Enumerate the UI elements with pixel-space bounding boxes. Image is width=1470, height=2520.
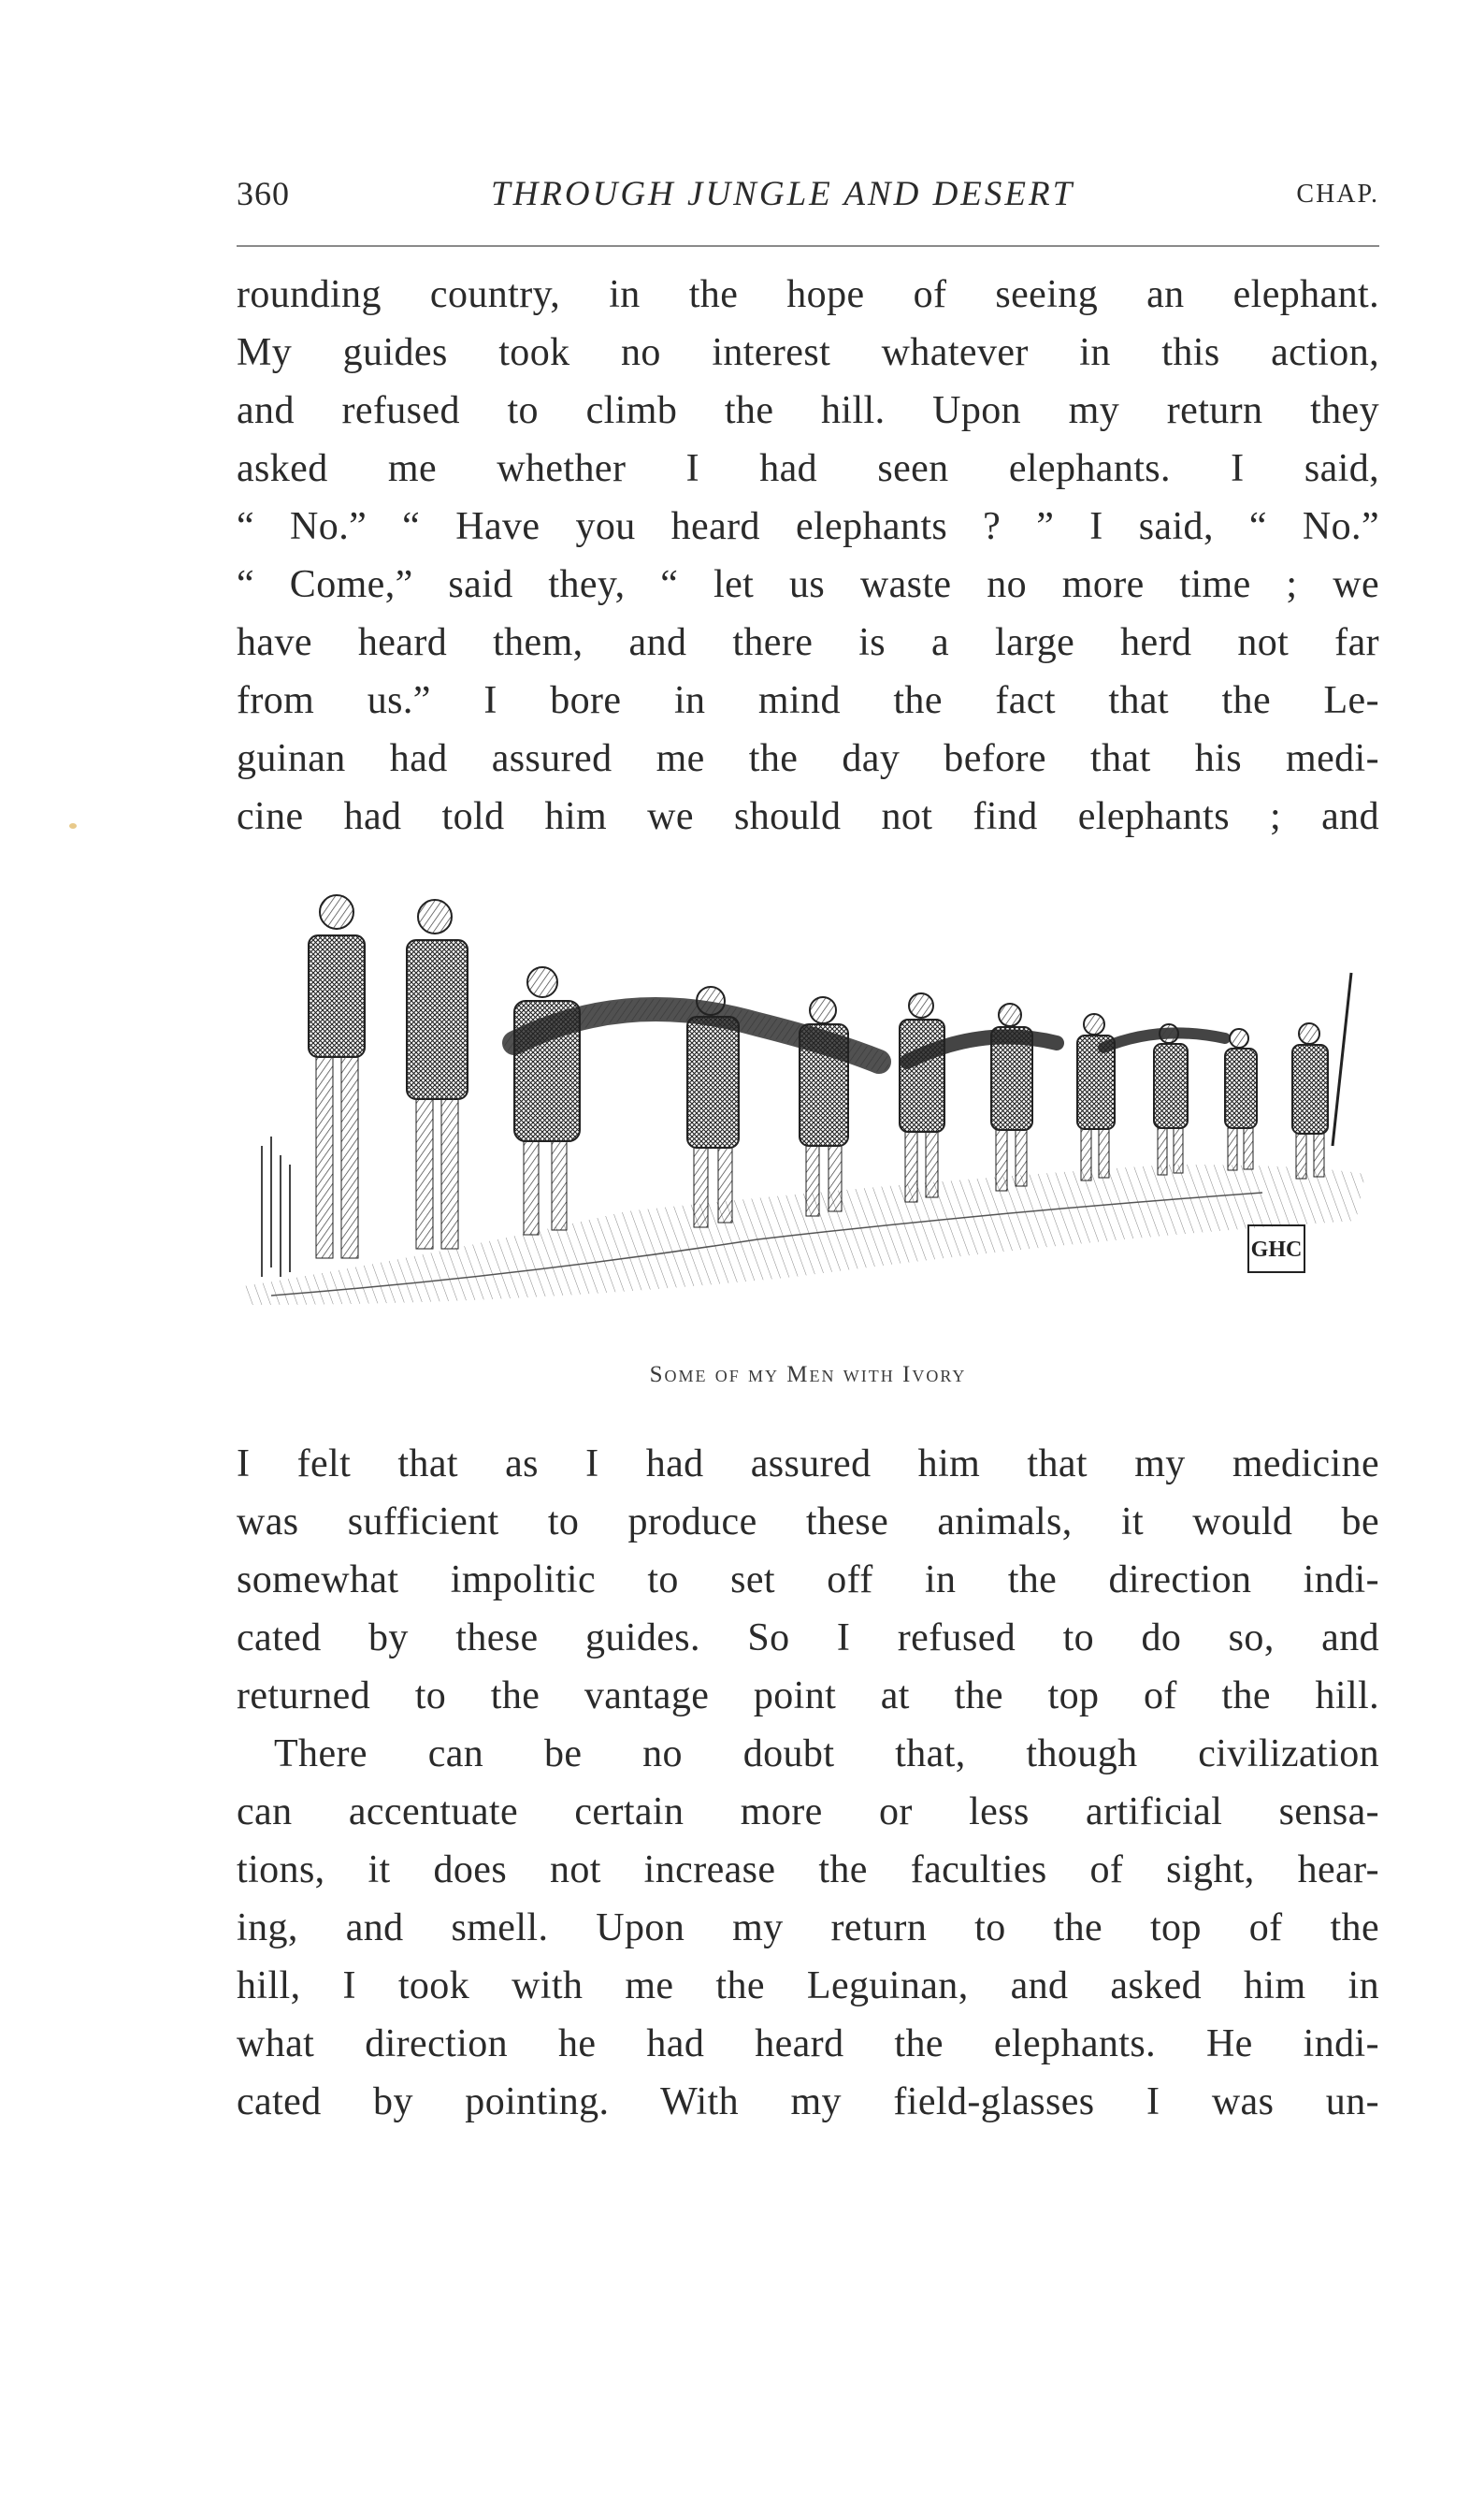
- illustration-caption: [237, 1362, 1379, 1388]
- text-line: cine had told him we should not find elephants ; and: [237, 795, 1379, 838]
- text-line: rounding country, in the hope of seeing an elephant.: [237, 273, 1379, 316]
- artist-monogram: [1248, 1225, 1304, 1272]
- text-line: “ Come,” said they, “ let us waste no more time ; we: [237, 563, 1379, 606]
- text-line: returned to the vantage point at the top of the hill.: [237, 1674, 1379, 1717]
- text-line: hill, I took with me the Leguinan, and asked him in: [237, 1964, 1379, 2007]
- text-line: have heard them, and there is a large herd not far: [237, 621, 1379, 664]
- body-text-top: [237, 266, 1379, 846]
- text-line: tions, it does not increase the faculties of sight, hear-: [237, 1848, 1379, 1891]
- text-line: was sufficient to produce these animals, it would be: [237, 1500, 1379, 1543]
- text-line: somewhat impolitic to set off in the direction indi-: [237, 1558, 1379, 1601]
- text-line: ing, and smell. Upon my return to the top of the: [237, 1906, 1379, 1949]
- running-header: [237, 174, 1379, 221]
- text-line: I felt that as I had assured him that my medicine: [237, 1442, 1379, 1485]
- svg-text:GHC: GHC: [1250, 1238, 1303, 1262]
- header-rule: [237, 245, 1379, 247]
- text-line: and refused to climb the hill. Upon my return they: [237, 389, 1379, 432]
- caption-text: Some of my Men with Ivory: [649, 1362, 967, 1387]
- paper-speck: [69, 823, 77, 829]
- text-line: what direction he had heard the elephants. He indi-: [237, 2022, 1379, 2065]
- text-line: guinan had assured me the day before that his medi-: [237, 737, 1379, 780]
- text-line: from us.” I bore in mind the fact that the Le-: [237, 679, 1379, 722]
- engraving-men-with-ivory: [234, 884, 1384, 1324]
- text-line: cated by these guides. So I refused to do so, and: [237, 1616, 1379, 1659]
- text-line: asked me whether I had seen elephants. I said,: [237, 447, 1379, 490]
- text-line: “ No.” “ Have you heard elephants ? ” I said, “ No.”: [237, 505, 1379, 548]
- page-number: 360: [237, 175, 290, 212]
- body-text-bottom: [237, 1435, 1379, 2131]
- text-line: cated by pointing. With my field-glasses I was un-: [237, 2080, 1379, 2123]
- text-line: My guides took no interest whatever in this action,: [237, 331, 1379, 374]
- text-line: can accentuate certain more or less artificial sensa-: [237, 1790, 1379, 1833]
- running-title: THROUGH JUNGLE AND DESERT: [491, 175, 1075, 213]
- chapter-label: CHAP.: [1296, 180, 1379, 209]
- text-line: There can be no doubt that, though civilization: [274, 1732, 1379, 1775]
